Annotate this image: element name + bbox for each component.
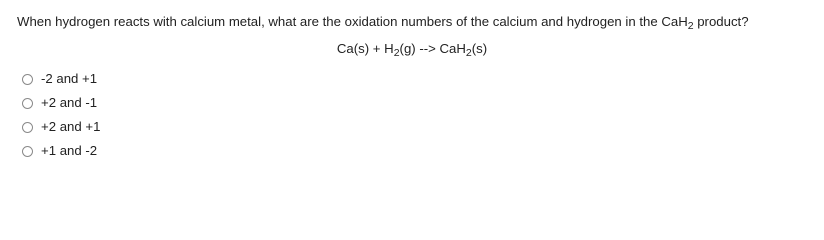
answer-choice[interactable] bbox=[22, 67, 100, 91]
equation-reactant-subscript: 2 bbox=[393, 47, 400, 59]
radio-button[interactable] bbox=[22, 146, 33, 157]
answer-choice-label: +1 and -2 bbox=[41, 143, 98, 158]
question-subscript: 2 bbox=[687, 20, 694, 32]
equation-product-state: (s) bbox=[471, 41, 488, 56]
question-text-end: product? bbox=[693, 14, 749, 29]
question-text bbox=[17, 13, 749, 31]
equation-arrow-product: (g) --> CaH bbox=[399, 41, 466, 56]
radio-button[interactable] bbox=[22, 74, 33, 85]
equation-product-subscript: 2 bbox=[465, 47, 472, 59]
answer-choice[interactable] bbox=[22, 115, 100, 139]
radio-button[interactable] bbox=[22, 122, 33, 133]
equation-reactants: Ca(s) + H bbox=[336, 41, 394, 56]
answer-choices bbox=[22, 67, 100, 163]
chemical-equation bbox=[0, 40, 824, 58]
answer-choice-label: +2 and +1 bbox=[41, 119, 101, 134]
radio-button[interactable] bbox=[22, 98, 33, 109]
answer-choice[interactable] bbox=[22, 139, 100, 163]
question-text-main: When hydrogen reacts with calcium metal, what are the oxidation numbers of the calcium and hydrogen in the CaH bbox=[17, 14, 688, 29]
answer-choice-label: -2 and +1 bbox=[41, 71, 98, 86]
answer-choice-label: +2 and -1 bbox=[41, 95, 98, 110]
answer-choice[interactable] bbox=[22, 91, 100, 115]
